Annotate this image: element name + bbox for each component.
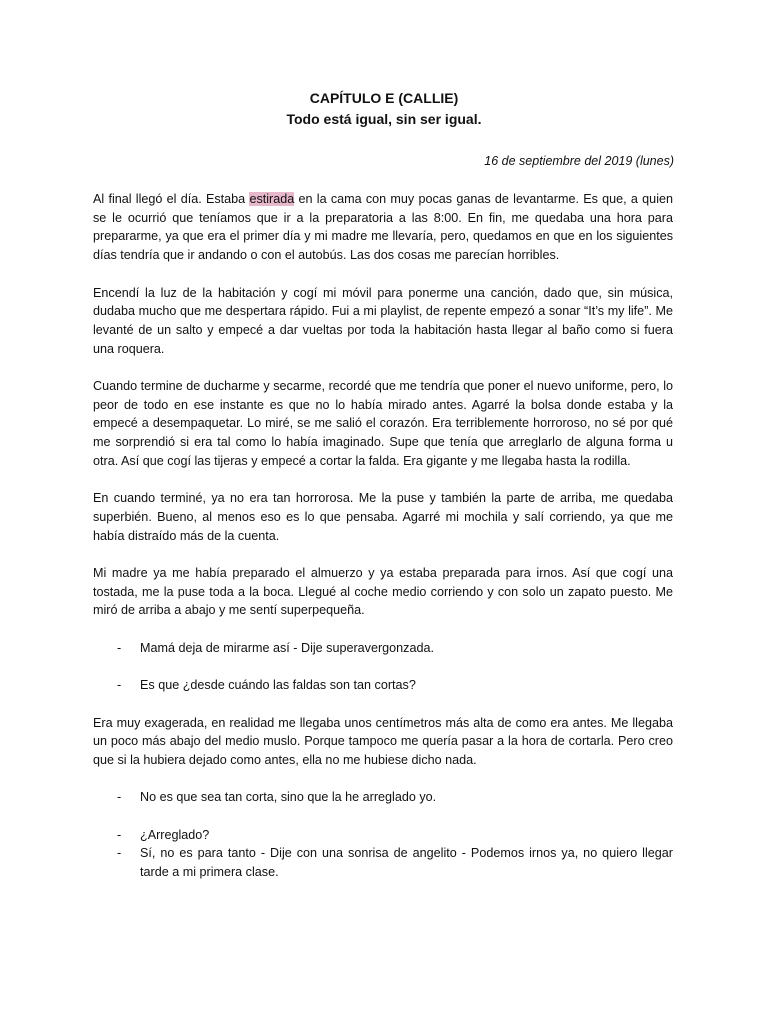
paragraph-text: Al final llegó el día. Estaba: [93, 192, 250, 206]
paragraph: Era muy exagerada, en realidad me llegaba unos centímetros más alta de como era antes. Me llegaba un poco más abajo del medio muslo. Porque tampoco me quería pasar a la hora de cortarla. Pero creo que si la hubiera dejado como antes, ella no me hubiese dicho nada.: [93, 715, 673, 767]
dialogue-text: ¿Arreglado?: [140, 827, 210, 842]
paragraph: En cuando terminé, ya no era tan horrorosa. Me la puse y también la parte de arriba, me quedaba superbién. Bueno, al menos eso es lo que pensaba. Agarré mi mochila y salí corriendo, ya que me había distraído más de la cuenta.: [93, 491, 673, 543]
dialogue-text: No es que sea tan corta, sino que la he arreglado yo.: [140, 790, 437, 805]
chapter-subtitle: Todo está igual, sin ser igual.: [286, 111, 482, 127]
chapter-header: [0, 88, 768, 130]
dialogue-dash: -: [117, 640, 122, 655]
dialogue-line: [93, 788, 673, 807]
dialogue-line: [93, 639, 673, 658]
paragraph: Cuando termine de ducharme y secarme, recordé que me tendría que poner el nuevo uniforme, pero, lo peor de todo en ese instante es que no lo había mirado antes. Agarré la bolsa donde estaba y la empecé a desempaquetar. Lo miré, se me salió el corazón. Era terriblemente horroroso, no sé por qué me sorprendió si era tal como lo había imaginado. Supe que tenía que arreglarlo de alguna forma u otra. Así que cogí las tijeras y empecé a cortar la falda. Era gigante y me llegaba hasta la rodilla.: [93, 379, 673, 468]
dialogue-line: [93, 826, 673, 845]
chapter-date: 16 de septiembre del 2019 (lunes): [484, 154, 674, 168]
paragraph: Mi madre ya me había preparado el almuerzo y ya estaba preparada para irnos. Así que cogí una tostada, me la puse toda a la boca. Llegué al coche medio corriendo y con solo un zapato puesto. Me miró de arriba a abajo y me sentí superpequeña.: [93, 566, 673, 618]
dialogue-text: Mamá deja de mirarme así - Dije superavergonzada.: [140, 640, 434, 655]
dialogue-line: [93, 844, 673, 881]
dialogue-dash: -: [117, 678, 122, 693]
dialogue-dash: -: [117, 790, 122, 805]
highlighted-word: estirada: [249, 192, 295, 206]
document-body: [93, 190, 673, 901]
paragraph: Encendí la luz de la habitación y cogí mi móvil para ponerme una canción, dado que, sin música, dudaba mucho que me despertara rápido. Fui a mi playlist, de repente empezó a sonar “It’s my life”. Me levanté de un salto y empecé a dar vueltas por toda la habitación hasta llegar al baño como si fuera una roquera.: [93, 285, 673, 356]
paragraph: [93, 190, 673, 265]
dialogue-dash: -: [117, 846, 122, 861]
dialogue-text: Es que ¿desde cuándo las faldas son tan cortas?: [140, 678, 416, 693]
dialogue-line: [93, 676, 673, 695]
dialogue-dash: -: [117, 827, 122, 842]
chapter-title: CAPÍTULO E (CALLIE): [309, 90, 459, 106]
paragraph-text: en la cama con muy pocas ganas de levantarme. Es que, a quien se le ocurrió que teníamos que ir a la preparatoria a las 8:00. En fin, me quedaba una hora para prepararme, ya que era el primer día y mi madre me llevaría, pero, quedamos en que en los siguientes días tendría que ir andando o con el autobús. Las dos cosas me parecían horribles.: [93, 192, 673, 263]
dialogue-text: Sí, no es para tanto - Dije con una sonrisa de angelito - Podemos irnos ya, no quiero llegar tarde a mi primera clase.: [140, 846, 673, 880]
